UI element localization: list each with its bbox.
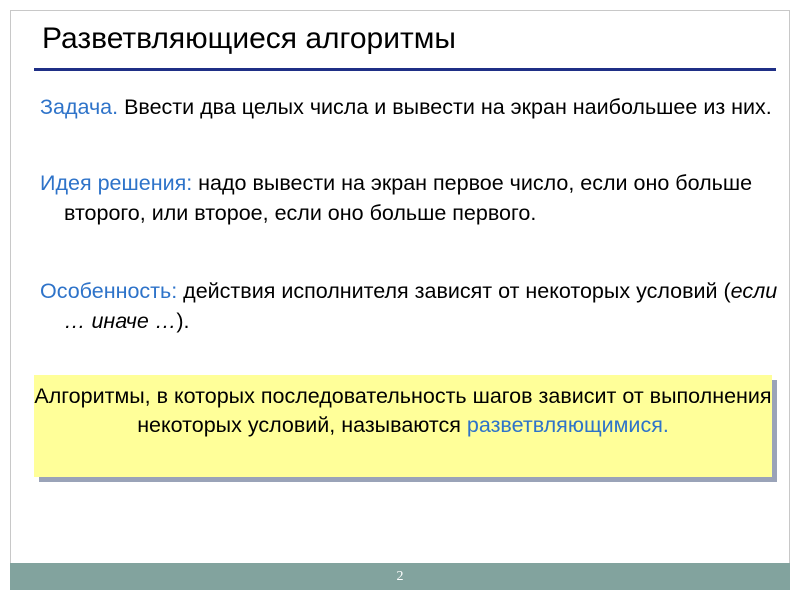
- page-number: 2: [396, 569, 404, 584]
- idea-label: Идея решения:: [40, 171, 193, 195]
- feature-text: действия исполнителя зависят от некоторых условий (: [177, 279, 731, 303]
- feature-label: Особенность:: [40, 279, 178, 303]
- slide-title: Разветвляющиеся алгоритмы: [42, 22, 456, 55]
- definition-highlight: разветвляющимися.: [466, 413, 669, 437]
- task-paragraph: [40, 92, 784, 122]
- feature-paragraph: [40, 276, 784, 336]
- task-text: Ввести два целых числа и вывести на экран наибольшее из них.: [118, 95, 772, 119]
- idea-text: надо вывести на экран первое число, если оно больше второго, или второе, если оно больше первого.: [64, 171, 753, 225]
- title-underline: [34, 68, 776, 71]
- task-label: Задача.: [40, 95, 119, 119]
- feature-keyword: если … иначе …: [64, 279, 778, 333]
- definition-text: Алгоритмы, в которых последовательность шагов зависит от выполнения некоторых условий, называются: [34, 384, 772, 437]
- feature-text-end: ).: [176, 309, 190, 333]
- definition-box: [34, 375, 772, 477]
- footer-bar: [10, 563, 790, 590]
- idea-paragraph: [40, 168, 784, 228]
